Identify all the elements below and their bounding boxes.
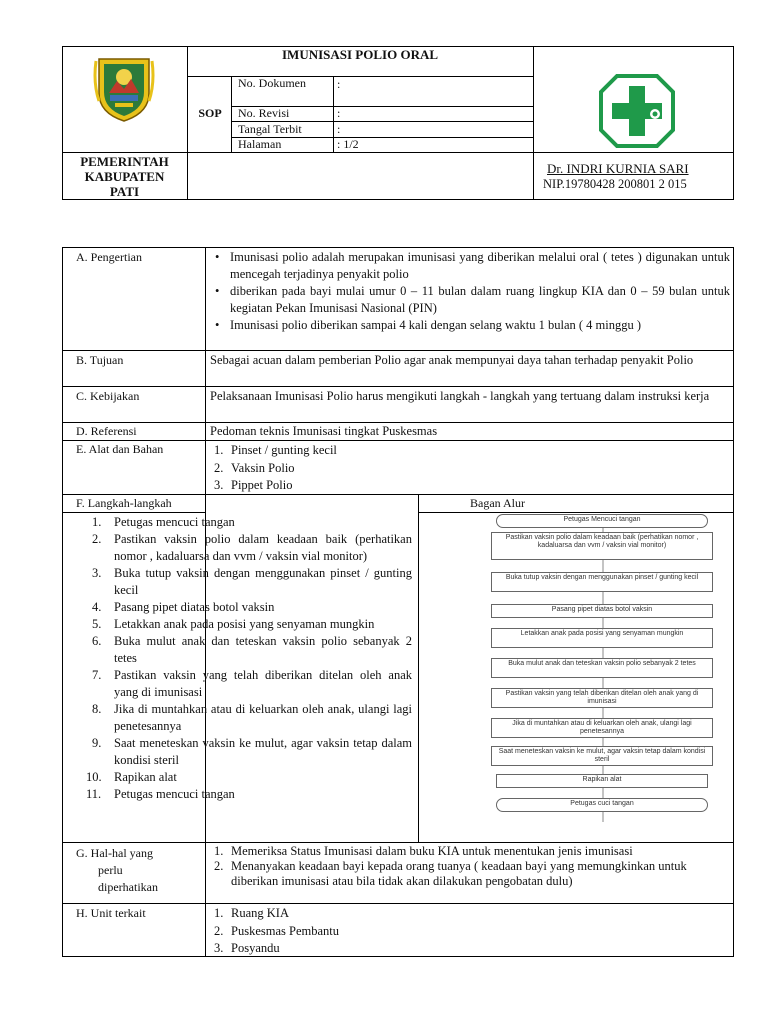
field-tanggal-terbit-value: : xyxy=(337,122,341,136)
list-item: 10. Rapikan alat xyxy=(86,770,177,784)
field-tanggal-terbit-label: Tangal Terbit xyxy=(238,122,302,136)
list-item: 5. Letakkan anak pada posisi yang senyaman mungkin xyxy=(92,617,375,631)
field-halaman-value: : 1/2 xyxy=(337,137,359,151)
flow-step: Petugas cuci tangan xyxy=(496,798,708,812)
list-item: 1. Pinset / gunting kecil xyxy=(214,443,337,457)
field-no-dokumen-value: : xyxy=(337,77,341,91)
list-item: 1. Memeriksa Status Imunisasi dalam buku KIA untuk menentukan jenis imunisasi xyxy=(214,844,633,858)
flow-step: Buka mulut anak dan teteskan vaksin polio sebanyak 2 tetes xyxy=(491,658,713,678)
signer-name: Dr. INDRI KURNIA SARI xyxy=(547,161,689,176)
label-hal-hal: G. Hal-hal yang perlu diperhatikan xyxy=(76,846,158,894)
kabupaten-seal-logo xyxy=(93,53,155,123)
list-item: 8. Jika di muntahkan atau di keluarkan oleh anak, ulangi lagi penetesannya xyxy=(92,702,412,733)
signer-nip: NIP.19780428 200801 2 015 xyxy=(543,177,687,191)
label-alat-bahan: E. Alat dan Bahan xyxy=(76,442,164,456)
list-item: 11. Petugas mencuci tangan xyxy=(86,787,235,801)
label-pengertian: A. Pengertian xyxy=(76,250,142,264)
flow-step: Pastikan vaksin polio dalam keadaan baik (perhatikan nomor , kadaluarsa dan vvm / vaksin vial monitor) xyxy=(491,532,713,560)
langkah-list xyxy=(66,514,412,803)
flow-step: Saat meneteskan vaksin ke mulut, agar vaksin tetap dalam kondisi steril xyxy=(491,746,713,766)
list-item: • diberikan pada bayi mulai umur 0 – 11 bulan dalam ruang lingkup KIA dan 0 – 59 bulan untuk kegiatan Pekan Imunisasi Nasional (PIN) xyxy=(212,283,730,317)
puskesmas-cross-logo xyxy=(597,72,677,150)
list-item: 3. Posyandu xyxy=(214,941,280,955)
flow-step: Letakkan anak pada posisi yang senyaman mungkin xyxy=(491,628,713,648)
list-item: • Imunisasi polio adalah merupakan imunisasi yang diberikan melalui oral ( tetes ) digunakan untuk mencegah terjadinya penyakit polio xyxy=(212,249,730,283)
list-item: 4. Pasang pipet diatas botol vaksin xyxy=(92,600,275,614)
label-tujuan: B. Tujuan xyxy=(76,353,124,367)
label-bagan-alur: Bagan Alur xyxy=(470,496,525,510)
list-item: • Imunisasi polio diberikan sampai 4 kali dengan selang waktu 1 bulan ( 4 minggu ) xyxy=(212,317,730,334)
referensi-text: Pedoman teknis Imunisasi tingkat Puskesmas xyxy=(210,424,438,438)
list-item: 2. Pastikan vaksin polio dalam keadaan baik (perhatikan nomor , kadaluarsa dan vvm / vaksin vial monitor) xyxy=(92,532,412,563)
field-no-revisi-value: : xyxy=(337,106,341,120)
list-item: 9. Saat meneteskan vaksin ke mulut, agar vaksin tetap dalam kondisi steril xyxy=(92,736,412,767)
unit-list xyxy=(214,905,514,958)
field-halaman-label: Halaman xyxy=(238,137,282,151)
flowchart xyxy=(419,512,733,842)
list-item: 1. Petugas mencuci tangan xyxy=(92,515,235,529)
list-item: 7. Pastikan vaksin yang telah diberikan ditelan oleh anak yang di imunisasi xyxy=(92,668,412,699)
label-langkah: F. Langkah-langkah xyxy=(76,496,172,510)
label-referensi: D. Referensi xyxy=(76,424,137,438)
flow-step: Jika di muntahkan atau di keluarkan oleh anak, ulangi lagi penetesannya xyxy=(491,718,713,738)
flow-step: Buka tutup vaksin dengan menggunakan pinset / gunting kecil xyxy=(491,572,713,592)
flow-step: Pastikan vaksin yang telah diberikan ditelan oleh anak yang di imunisasi xyxy=(491,688,713,708)
list-item: 2. Vaksin Polio xyxy=(214,460,295,475)
sop-label: SOP xyxy=(198,106,222,120)
list-item: 6. Buka mulut anak dan teteskan vaksin polio sebanyak 2 tetes xyxy=(92,634,412,665)
flow-step: Petugas Mencuci tangan xyxy=(496,514,708,528)
gov-label: PEMERINTAH KABUPATEN PATI xyxy=(80,154,169,199)
field-no-revisi-label: No. Revisi xyxy=(238,106,290,120)
flow-step: Rapikan alat xyxy=(496,774,708,788)
list-item: 3. Pippet Polio xyxy=(214,478,293,492)
doc-title: IMUNISASI POLIO ORAL xyxy=(281,47,439,62)
list-item: 3. Buka tutup vaksin dengan menggunakan pinset / gunting kecil xyxy=(92,566,412,597)
flow-step: Pasang pipet diatas botol vaksin xyxy=(491,604,713,618)
perhatian-list xyxy=(214,844,730,889)
kebijakan-text: Pelaksanaan Imunisasi Polio harus mengikuti langkah - langkah yang tertuang dalam instruksi kerja xyxy=(210,389,710,403)
label-kebijakan: C. Kebijakan xyxy=(76,389,140,403)
list-item: 2. Puskesmas Pembantu xyxy=(214,923,339,938)
pengertian-list xyxy=(212,249,730,334)
list-item: 1. Ruang KIA xyxy=(214,906,289,920)
field-no-dokumen-label: No. Dokumen xyxy=(238,76,306,90)
tujuan-text: Sebagai acuan dalam pemberian Polio agar anak mempunyai daya tahan terhadap penyakit Polio xyxy=(210,353,694,367)
label-unit-terkait: H. Unit terkait xyxy=(76,906,146,920)
alat-list xyxy=(214,442,514,495)
list-item: 2. Menanyakan keadaan bayi kepada orang tuanya ( keadaan bayi yang memungkinkan untuk diberikan imunisasi atau bila tidak akan dilakukan pengobatan dulu) xyxy=(214,859,687,888)
